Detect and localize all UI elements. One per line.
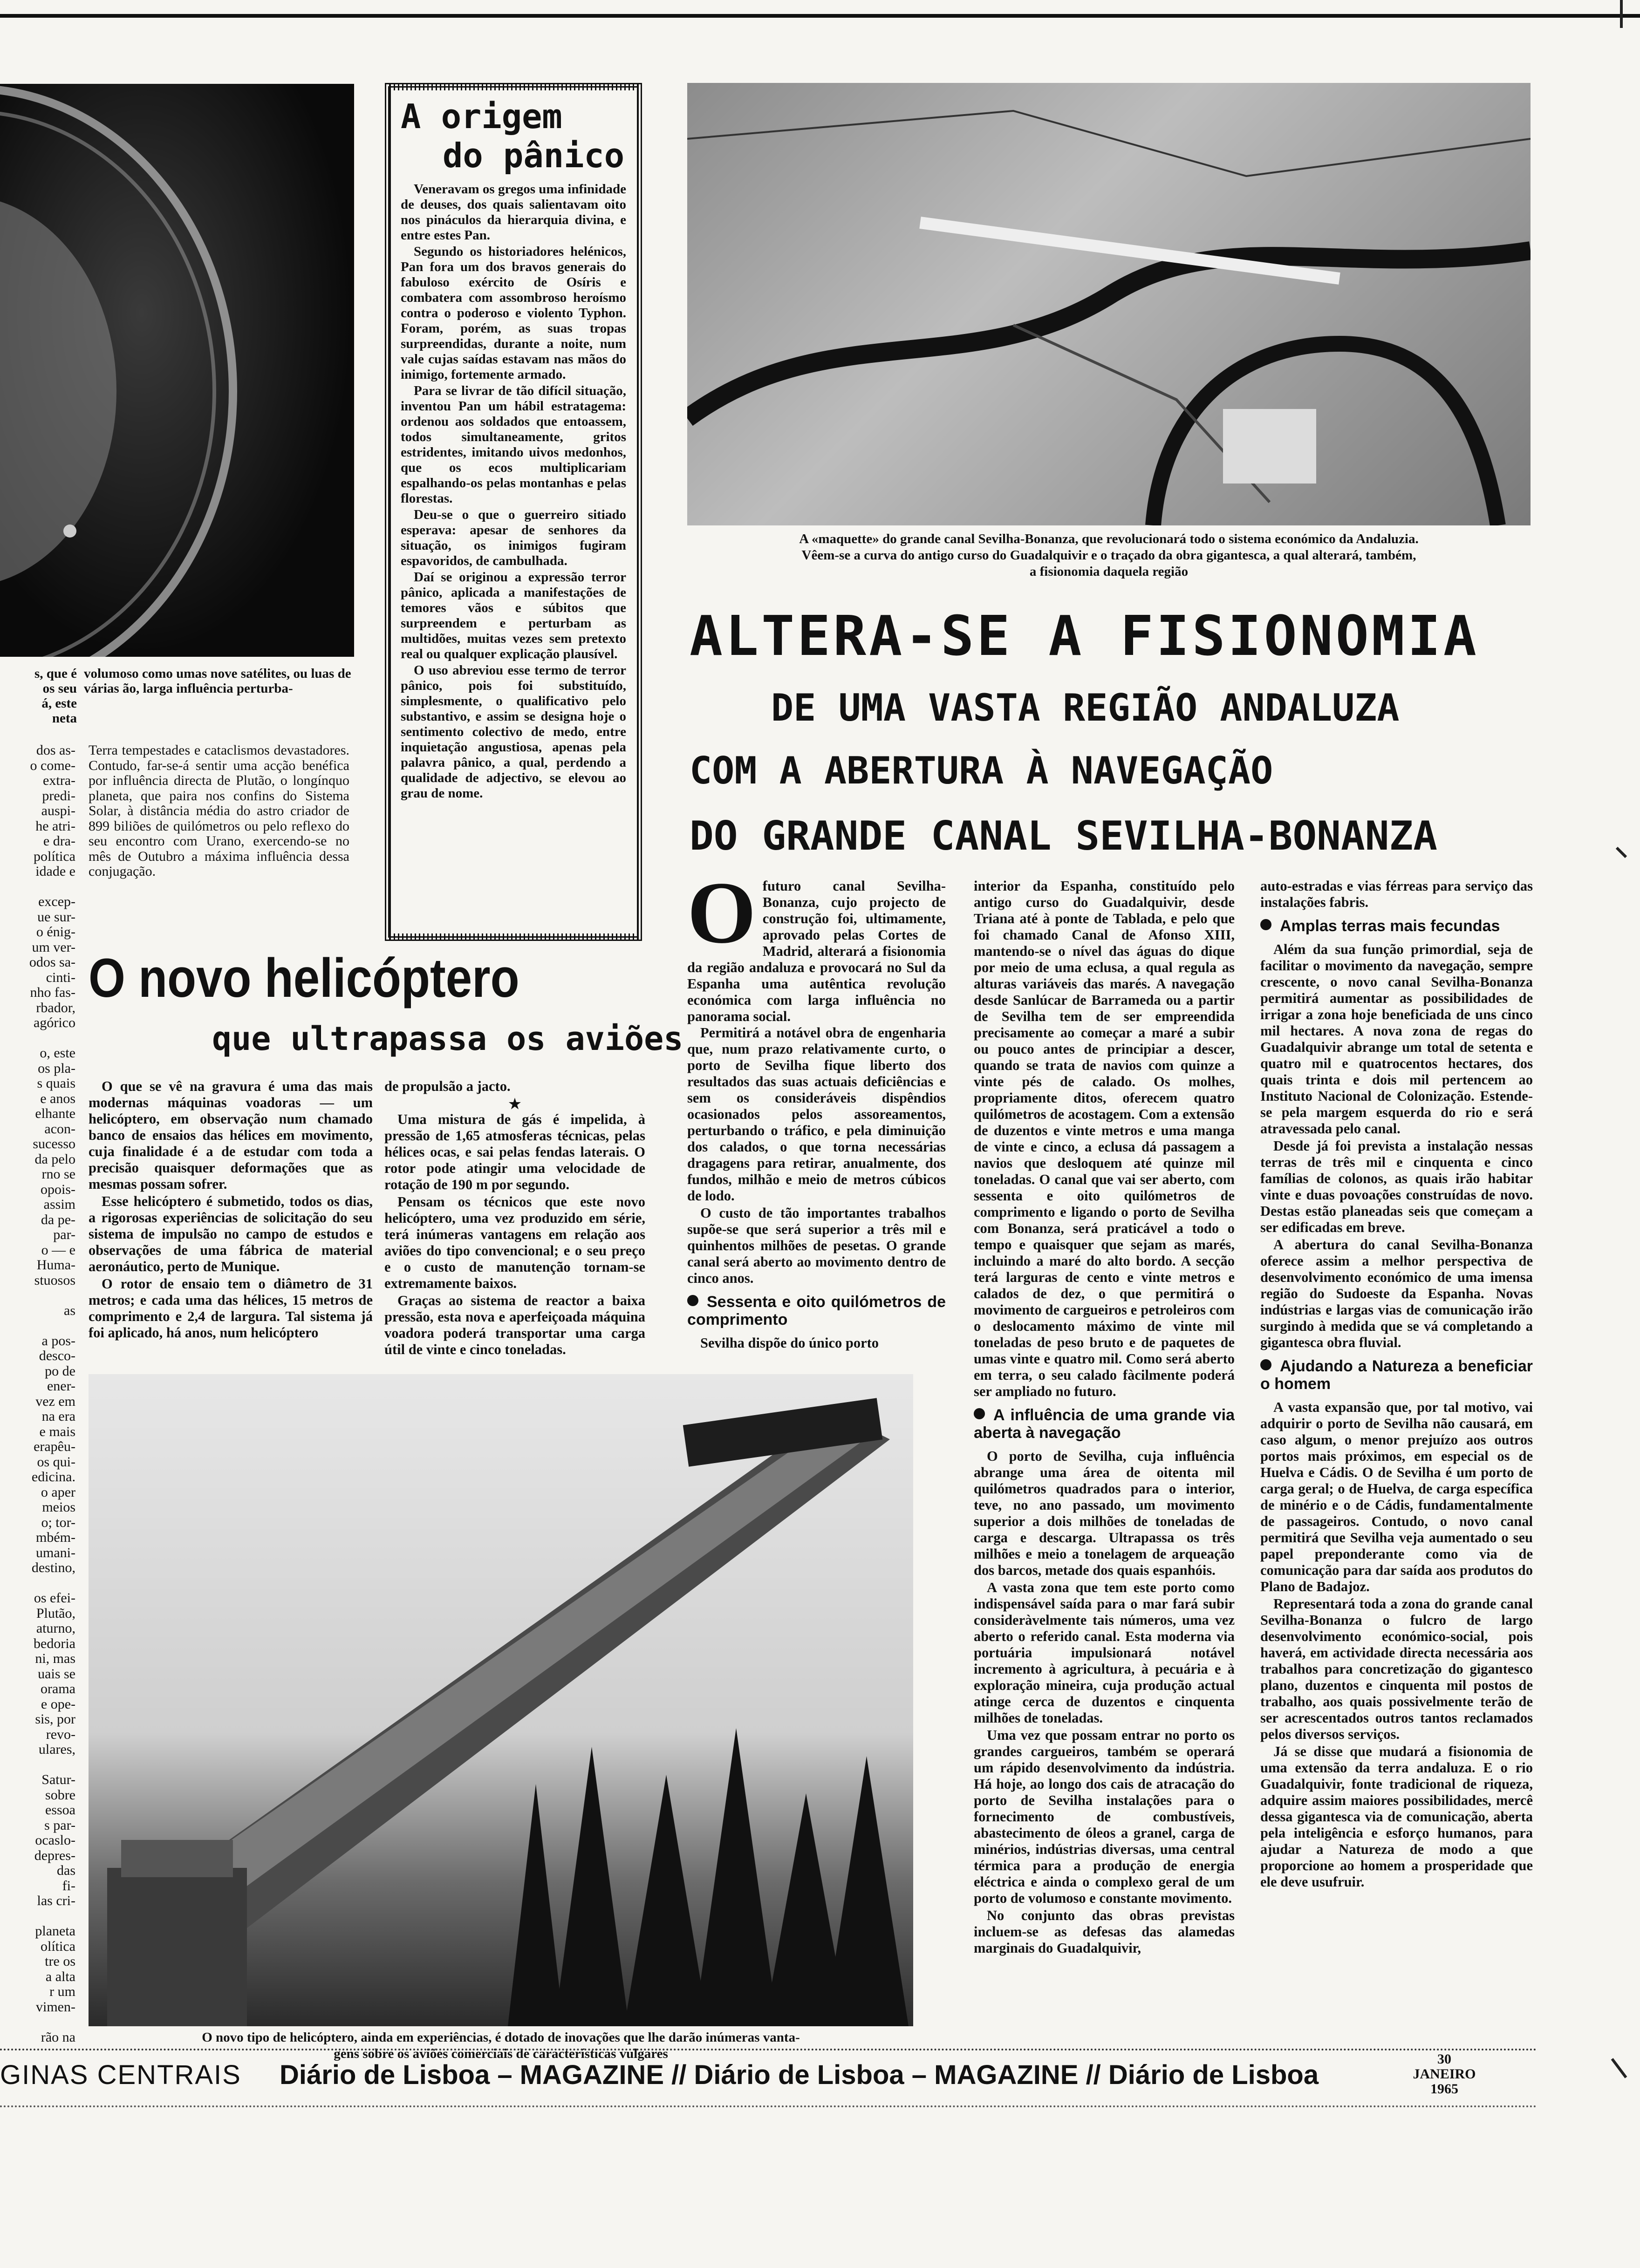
- left-cut-line: o aper: [41, 1484, 75, 1500]
- subhead-sessenta-e-oito-text: Sessenta e oito quilómetros de comprimento: [687, 1293, 946, 1328]
- left-cut-line: meios: [42, 1499, 75, 1515]
- footer-date-month: JANEIRO: [1413, 2066, 1476, 2082]
- panico-paragraph: Segundo os historiadores helénicos, Pan fora um dos bravos generais do fabuloso exército de Osíris e combatera com assombroso heroísmo contra o poderoso e violento Typhon. Foram, porém, as suas tropas surpreendidas, durante a noite, num vale cujas saídas estavam nas mãos do inimigo, fortemente armado.: [401, 244, 626, 382]
- left-cut-line: planeta: [35, 1923, 75, 1939]
- left-cut-line: stuosos: [34, 1272, 75, 1288]
- dropcap: O: [687, 878, 756, 962]
- bullet-icon: [1260, 919, 1271, 930]
- left-cut-line: assim: [43, 1197, 75, 1212]
- left-cut-line: ulares,: [38, 1742, 75, 1757]
- left-cut-line: as: [64, 1302, 75, 1318]
- helicoptero-paragraph: Esse helicóptero é submetido, todos os dias, a rigorosas experiências de solicitação do seu sistema de impulsão no campo de estudos e observações de uma fábrica de material aeronáutico, perto de Munique.: [89, 1193, 373, 1274]
- left-cut-line: umani-: [36, 1545, 75, 1560]
- left-cut-line: o, este: [40, 1045, 75, 1061]
- left-cut-line: rbador,: [36, 1000, 75, 1015]
- left-cut-line: [0, 1757, 75, 1773]
- left-cut-line: e dra-: [43, 833, 75, 849]
- canal-caption-line-2: Vêem-se a curva do antigo curso do Guadalquivir e o traçado da obra gigantesca, a qual alterará, também,: [801, 548, 1416, 563]
- left-cut-line: vez em: [35, 1393, 75, 1409]
- left-cut-line: aturno,: [36, 1621, 75, 1636]
- left-cut-line: idade e: [35, 864, 75, 879]
- left-cut-line: ue sur-: [37, 909, 75, 925]
- left-cut-line: las cri-: [37, 1893, 75, 1908]
- bullet-icon: [687, 1295, 698, 1306]
- left-cut-line: o; tor-: [41, 1514, 75, 1530]
- left-cut-line: da pe-: [41, 1212, 75, 1227]
- canal-paragraph: Uma vez que possam entrar no porto os grandes cargueiros, também se operará um rápido desenvolvimento da indústria. Há hoje, ao longo dos cais de atracação do porto de Sevilha instalações para o fornecimento de combustíveis, abastecimento de óleos a granel, carga de minérios, indústrias diversas, uma central térmica para a produção de energia eléctrica e ainda o complexo geral de um porto de volumoso e constante movimento.: [974, 1727, 1235, 1906]
- canal-paragraph: No conjunto das obras previstas incluem-se as defesas das alamedas marginais do Guadalquivir,: [974, 1907, 1235, 1956]
- panico-box: [385, 83, 642, 941]
- left-cut-line: auspi-: [41, 803, 75, 818]
- helicoptero-column-2: [384, 1078, 645, 1359]
- left-cut-line: opois-: [41, 1181, 75, 1197]
- right-margin-marks: [1593, 0, 1640, 2266]
- subhead-ajudando-natureza: [1260, 1357, 1533, 1393]
- left-cut-line: s quais: [37, 1076, 75, 1091]
- left-cut-line: depres-: [34, 1847, 75, 1863]
- left-cut-line: he atri-: [35, 818, 75, 834]
- left-cut-line: par-: [53, 1227, 75, 1242]
- helicopter-caption-line-2: gens sobre os aviões comerciais de características vulgares: [334, 2046, 668, 2061]
- left-cut-line: uais se: [38, 1666, 75, 1682]
- helicoptero-paragraph: Pensam os técnicos que este novo helicóptero, uma vez produzido em série, terá inúmeras vantagens em relação aos aviões do tipo convencional; e o seu preço e o custo de manutenção tornam-se extremamente baixos.: [384, 1194, 645, 1291]
- left-cut-line: ocaslo-: [35, 1832, 75, 1848]
- canal-paragraph: Permitirá a notável obra de engenharia que, num prazo relativamente curto, o porto de Sevilha fique liberto dos resultados das suas actuais deficiências e sem os consideráveis dispêndios ocasionados pelos assoreamentos, perturbando o tráfico, e pela diminuição dos calados, o que torna necessárias dragagens para retirar, anualmente, dos fundos, milhão e meio de metros cúbicos de lodo.: [687, 1025, 946, 1204]
- left-caption-fragment: s, que é os seu á, este neta: [34, 666, 77, 726]
- left-cut-line: acon-: [44, 1121, 75, 1137]
- left-cut-line: edicina.: [31, 1469, 75, 1485]
- left-cut-line: e anos: [40, 1090, 75, 1106]
- left-cut-line: [0, 1909, 75, 1924]
- left-cut-line: [0, 1031, 75, 1046]
- left-cut-line: o — e: [41, 1242, 75, 1258]
- left-cut-line: sucesso: [33, 1136, 75, 1151]
- footer-bottom-rule: [0, 2105, 1538, 2107]
- helicopter-caption: [89, 2030, 913, 2062]
- canal-column-1: [687, 878, 946, 1352]
- subhead-influencia-text: A influência de uma grande via aberta à navegação: [974, 1406, 1235, 1442]
- footer-date-day: 30: [1437, 2051, 1451, 2067]
- left-cut-line: a alta: [45, 1968, 75, 1984]
- left-cut-line: o énig-: [36, 924, 75, 940]
- footer-rule: [0, 2049, 1538, 2050]
- footer-date-year: 1965: [1430, 2081, 1458, 2097]
- canal-headline-3: COM A ABERTURA À NAVEGAÇÃO: [690, 749, 1273, 792]
- canal-col3-lead: auto-estradas e vias férreas para serviço das instalações fabris.: [1260, 878, 1533, 910]
- helicoptero-paragraph: O rotor de ensaio tem o diâmetro de 31 metros; e cada uma das hélices, 15 metros de comprimento e 2,4 de largura. Tal sistema já foi aplicado, há anos, num helicóptero: [89, 1276, 373, 1341]
- left-cut-line: [0, 1318, 75, 1334]
- left-cut-line: s par-: [44, 1817, 75, 1833]
- helicopter-photo: [89, 1374, 913, 2026]
- left-cut-line: e ope-: [41, 1696, 75, 1712]
- left-cut-line: elhante: [35, 1106, 75, 1121]
- left-cut-line: rão na: [41, 2029, 75, 2045]
- plutao-text: Terra tempestades e cataclismos devastadores. Contudo, far-se-á sentir uma acção benéfica por influência directa de Plutão, o longínquo planeta, que paira nos confins do Sistema Solar, à distância média do astro criador de 899 biliões de quilómetros ou pelo reflexo do seu encontro com Urano, exercendo-se no mês de Outubro a máxima influência dessa conjugação.: [89, 743, 349, 879]
- helicoptero-paragraph: Graças ao sistema de reactor a baixa pressão, esta nova e aperfeiçoada máquina voadora poderá transportar uma carga útil de vinte e cinco toneladas.: [384, 1293, 645, 1357]
- canal-column-3: [1260, 878, 1533, 1891]
- canal-paragraph: Já se disse que mudará a fisionomia de uma extensão da terra andaluza. E o rio Guadalquivir, fonte tradicional de riqueza, adquire assim maiores possibilidades, mercê dessa gigantesca via de comunicação, aberta pela inteligência e esforço humanos, para ajudar a Natureza de modo a que proporcione ao homem a prosperidade que ele deve usufruir.: [1260, 1744, 1533, 1890]
- canal-paragraph: A vasta expansão que, por tal motivo, vai adquirir o porto de Sevilha não causará, em caso algum, o menor prejuízo aos outros portos mais próximos, em especial os de Huelva e Cádis. O de Sevilha é um porto de carga geral; o de Huelva, de carga específica de minério e o de Cádis, fundamentalmente de passageiros. Contudo, o novo canal permitirá que Sevilha veja aumentado o seu papel preponderante como via de comunicação para dar saída aos produtos do Plano de Badajoz.: [1260, 1399, 1533, 1594]
- helicoptero-paragraph: Uma mistura de gás é impelida, à pressão de 1,65 atmosferas técnicas, pelas hélices ocas, e sai pelas fendas laterais. O rotor pode atingir uma velocidade de rotação de 190 m por segundo.: [384, 1111, 645, 1192]
- left-cut-line: dos as-: [36, 742, 75, 758]
- left-cut-line: predi-: [42, 788, 75, 804]
- left-cut-line: vimen-: [36, 1999, 75, 2015]
- left-cut-line: os efei-: [34, 1590, 75, 1606]
- left-cut-line: extra-: [43, 773, 75, 788]
- left-cut-line: excep-: [38, 894, 75, 909]
- helicoptero-subtitle: que ultrapassa os aviões: [212, 1020, 683, 1058]
- canal-paragraph: Sevilha dispõe do único porto: [700, 1335, 879, 1351]
- left-cut-line: ener-: [47, 1378, 75, 1394]
- left-cut-line: [0, 2015, 75, 2030]
- left-cut-line: revo-: [46, 1726, 75, 1742]
- left-cut-line: os pla-: [38, 1060, 75, 1076]
- helicoptero-title: O novo helicóptero: [89, 947, 519, 1009]
- panico-paragraph: Para se livrar de tão difícil situação, inventou Pan um hábil estratagema: ordenou aos soldados que entoassem, todos simultaneamente, gritos estridentes, imitando uivos medonhos, que os ecos multiplicariam espalhando-os pelas montanhas e pelas florestas.: [401, 383, 626, 506]
- canal-paragraph: Representará toda a zona do grande canal Sevilha-Bonanza o fulcro de largo desenvolvimento económico-social, pois haverá, em actividade directa necessária aos trabalhos para concretização do gigantesco plano, duzentos e cinquenta mil postos de trabalho, aos quais possivelmente terão de ser acrescentados outros tantos reclamados pelos diversos serviços.: [1260, 1596, 1533, 1742]
- left-cut-line: olítica: [41, 1938, 75, 1954]
- left-cut-column: [0, 743, 75, 2045]
- helicoptero-column-1: [89, 1078, 373, 1342]
- bullet-icon: [974, 1408, 985, 1419]
- left-cut-line: fi-: [62, 1878, 75, 1893]
- left-cut-line: da pelo: [34, 1151, 75, 1167]
- left-cut-line: desco-: [39, 1348, 75, 1363]
- saturn-photo: [0, 84, 354, 657]
- canal-headline-1: ALTERA-SE A FISIONOMIA: [690, 604, 1479, 668]
- bullet-icon: [1260, 1359, 1271, 1370]
- left-cut-line: agórico: [34, 1015, 75, 1030]
- canal-paragraph: Desde já foi prevista a instalação nessas terras de três mil e cinquenta e cinco famílias de colonos, as quais irão habitar vinte e duas povoações construídas de novo. Destas estão planeadas seis que começam a ser edificadas em breve.: [1260, 1138, 1533, 1235]
- left-cut-line: a pos-: [41, 1333, 75, 1349]
- left-cut-line: cinti-: [46, 969, 75, 985]
- left-cut-line: orama: [41, 1681, 75, 1696]
- left-cut-line: na era: [41, 1409, 75, 1424]
- canal-headline-2: DE UMA VASTA REGIÃO ANDALUZA: [771, 686, 1400, 729]
- footer-left-label: GINAS CENTRAIS: [0, 2060, 241, 2090]
- left-cut-line: [0, 1288, 75, 1303]
- left-cut-line: mbém-: [36, 1530, 75, 1545]
- canal-paragraph: O custo de tão importantes trabalhos supõe-se que será superior a três mil e quinhentos milhões de pesetas. O grande canal será aberto ao movimento dentro de cinco anos.: [687, 1205, 946, 1286]
- panico-paragraph: O uso abreviou esse termo de terror pânico, pois foi substituído, simplesmente, o qualificativo pelo substantivo, e assim se designa hoje o sentimento colectivo de medo, entre inquietação angustiosa, apenas pela palavra pânico, a qual, perdendo a qualidade de adjectivo, se elevou ao grau de nome.: [401, 663, 626, 801]
- panico-paragraph: Daí se originou a expressão terror pânico, aplicada a manifestações de temores vãos e súbitos que surpreendem e perturbam as multidões, muitas vezes sem pretexto real ou qualquer explicação plausível.: [401, 570, 626, 661]
- left-cut-line: o come-: [30, 757, 75, 773]
- left-cut-line: um ver-: [32, 939, 75, 955]
- left-cut-line: política: [34, 848, 75, 864]
- left-cut-line: bedoria: [34, 1635, 75, 1651]
- star-separator: ★: [508, 1097, 521, 1112]
- left-cut-line: Plutão,: [36, 1605, 75, 1621]
- subhead-amplas-terras-text: Amplas terras mais fecundas: [1280, 917, 1500, 935]
- left-cut-line: e mais: [39, 1423, 75, 1439]
- canal-headline-4: DO GRANDE CANAL SEVILHA-BONANZA: [690, 813, 1438, 859]
- helicoptero-paragraph: O que se vê na gravura é uma das mais modernas máquinas voadoras — um helicóptero, em observação num chamado banco de ensaios das hélices em movimento, cuja finalidade é a de estudar com toda a precisão quaisquer deformações que as mesmas possam sofrer.: [89, 1078, 373, 1192]
- left-cut-line: sis, por: [35, 1711, 75, 1727]
- left-cut-line: das: [57, 1863, 75, 1878]
- left-cut-line: erapêu-: [34, 1439, 75, 1454]
- panico-body: [401, 182, 626, 802]
- left-cut-line: destino,: [31, 1560, 75, 1575]
- subhead-amplas-terras: [1260, 917, 1533, 935]
- left-cut-line: nho fas-: [30, 985, 75, 1000]
- canal-column-2: [974, 878, 1235, 1957]
- left-cut-line: os qui-: [37, 1454, 75, 1470]
- left-cut-line: po de: [45, 1363, 75, 1379]
- footer-masthead: Diário de Lisboa – MAGAZINE // Diário de Lisboa – MAGAZINE // Diário de Lisboa: [280, 2060, 1319, 2090]
- left-cut-line: odos sa-: [29, 954, 75, 970]
- saturn-rings-illustration: [0, 84, 354, 657]
- left-cut-line: sobre: [45, 1787, 75, 1803]
- left-cut-line: essoa: [45, 1802, 75, 1818]
- left-cut-line: tre os: [45, 1954, 75, 1969]
- left-cut-line: [0, 879, 75, 895]
- helicopter-caption-line-1: O novo tipo de helicóptero, ainda em experiências, é dotado de inovações que lhe darão inúmeras vanta-: [202, 2030, 800, 2045]
- left-cut-line: Satur-: [41, 1772, 75, 1787]
- panico-paragraph: Veneravam os gregos uma infinidade de deuses, dos quais salientavam oito nos pináculos da hierarquia divina, e entre estes Pan.: [401, 182, 626, 243]
- canal-maquette-illustration: [687, 83, 1531, 525]
- canal-photo: [687, 83, 1531, 525]
- top-rule: [0, 14, 1640, 18]
- canal-paragraph: O porto de Sevilha, cuja influência abrange uma área de oitenta mil quilómetros quadrados para o interior, teve, no ano passado, um movimento superior a dois milhões de toneladas de carga e descarga. Ultrapassa os três milhões e meio a tonelagem de arqueação dos barcos, metade dos quais espanhóis.: [974, 1448, 1235, 1578]
- canal-lead: futuro canal Sevilha-Bonanza, cujo projecto de construção foi, ultimamente, aprovado pelas Cortes de Madrid, alterará a fisionomia da região andaluza e provocará no Sul da Espanha uma autêntica revolução económica com larga influência no panorama social.: [687, 878, 946, 1024]
- canal-paragraph: A abertura do canal Sevilha-Bonanza oferece assim a melhor perspectiva de desenvolvimento económico de uma imensa região do Sudoeste da Espanha. Novas indústrias e largas vias de comunicação irão surgindo à medida que se vá completando a gigantesca obra fluvial.: [1260, 1237, 1533, 1350]
- left-cut-line: r um: [49, 1984, 75, 1999]
- canal-paragraph: interior da Espanha, constituído pelo antigo curso do Guadalquivir, desde Triana até à ponte de Tablada, e pelo que foi chamado Canal de Afonso XIII, mantendo-se o nível das águas do dique por meio de uma eclusa, a qual regula as alturas variáveis das marés. A navegação desde Sanlúcar de Barrameda ou a partir de Sevilha tem de ser empreendida precisamente ao começar a maré a subir ou pouco antes de principiar a descer, quando se trata de navios com quinze a vinte pés de calado. Os molhes, propriamente ditos, oferecem quatro quilómetros de acostagem. Com a extensão de duzentos e vinte metros e uma manga de vinte e cinco, a eclusa dá passagem a navios que desloquem até quinze mil toneladas. O canal que vai ser aberto, com sessenta e oito quilómetros de comprimento e ligando o porto de Sevilha com Bonanza, será praticável a todo o tempo e quaisquer que sejam as marés, incluindo a maré do alto bordo. A secção terá larguras de cento e vinte metros e calados de dez, o que permitirá o movimento de cargueiros e petroleiros com o deslocamento máximo de vinte mil toneladas de peso bruto e de paquetes de umas vinte e quatro mil. Como será aberto em terra, o seu calado fàcilmente poderá ser ampliado no futuro.: [974, 878, 1235, 1399]
- subhead-sessenta-e-oito: [687, 1293, 946, 1328]
- left-cut-line: Huma-: [36, 1257, 75, 1273]
- subhead-ajudando-natureza-text: Ajudando a Natureza a beneficiar o homem: [1260, 1357, 1533, 1393]
- subhead-influencia: [974, 1406, 1235, 1442]
- canal-paragraph: A vasta zona que tem este porto como indispensável saída para o mar fará subir consideràvelmente tais números, uma vez aberto o referido canal. Esta moderna via portuária impulsionará notável incremento à agricultura, à pecuária e à exploração mineira, cuja produção actual atinge cerca de duzentos e cinquenta milhões de toneladas.: [974, 1580, 1235, 1726]
- helicopter-illustration: [89, 1374, 913, 2026]
- canal-photo-caption: [687, 531, 1531, 580]
- panico-paragraph: Deu-se o que o guerreiro sitiado esperava: apesar de senhores da situação, os inimigos fugiram espavoridos, de cambulhada.: [401, 507, 626, 568]
- left-cut-line: ni, mas: [35, 1651, 75, 1666]
- footer-date: [1407, 2052, 1482, 2097]
- canal-caption-line-1: A «maquette» do grande canal Sevilha-Bonanza, que revolucionará todo o sistema económico da Andaluzia.: [799, 531, 1419, 546]
- left-cut-line: rno se: [41, 1166, 75, 1182]
- left-caption-continuation: volumoso como umas nove satélites, ou luas de várias ão, larga influência perturba-: [84, 666, 351, 696]
- helicoptero-col2-lead: de propulsão a jacto.: [384, 1078, 511, 1094]
- canal-caption-line-3: a fisionomia daquela região: [1029, 564, 1189, 579]
- left-cut-line: [0, 1576, 75, 1591]
- panico-title-1: A origem: [401, 97, 562, 136]
- canal-paragraph: Além da sua função primordial, seja de facilitar o movimento da navegação, sempre crescente, o novo canal Sevilha-Bonanza permitirá aumentar as possibilidades de irrigar a zona hoje beneficiada de uns cinco mil hectares. A nova zona de regas do Guadalquivir abrange um total de setenta e quatro mil e quatrocentos hectares, dos quais trinta e dois mil pertencem ao Instituto Nacional de Colonização. Estende-se pela margem esquerda do rio e será atravessada pelo canal.: [1260, 941, 1533, 1137]
- panico-title-2: do pânico: [443, 136, 625, 175]
